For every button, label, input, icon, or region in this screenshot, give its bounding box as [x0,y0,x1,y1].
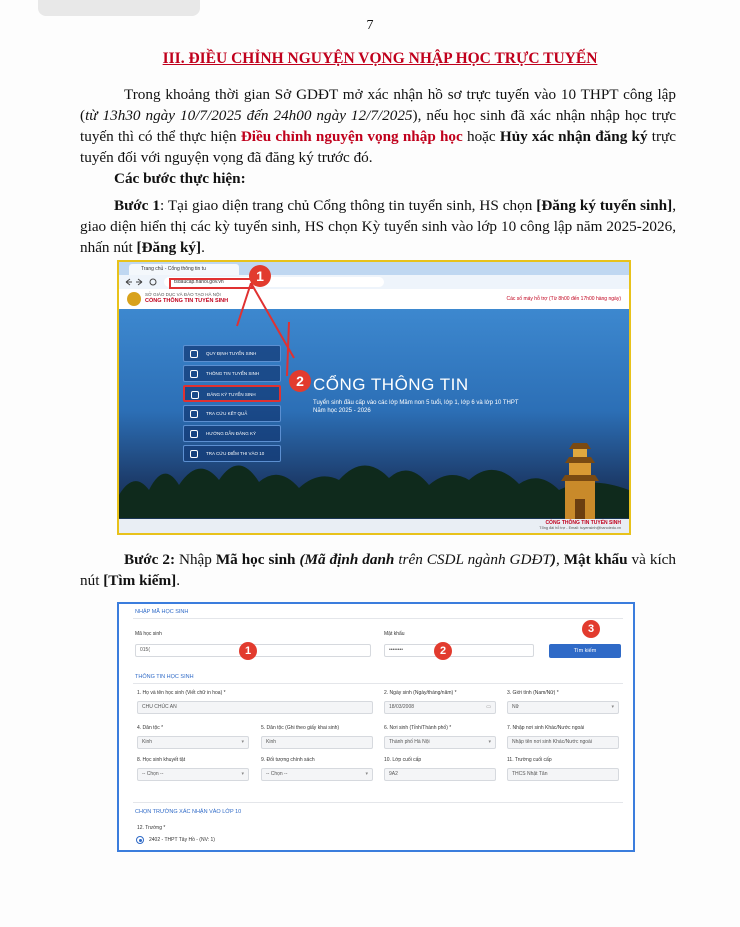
step1-register-label: [Đăng ký tuyển sinh] [536,197,673,214]
ethnicity-birth-field[interactable]: Kinh [261,736,373,749]
chevron-down-icon: ▾ [611,704,614,710]
ethnicity-select[interactable] [137,736,249,749]
step2-paren-close: ) [550,551,556,568]
hero-subtitle-2: Năm học 2025 - 2026 [313,408,371,414]
ethnicity-birth-label: 5. Dân tộc (Ghi theo giấy khai sinh) [261,725,340,731]
step-badge-2: 2 [434,642,452,660]
password-input[interactable]: •••••••• [384,644,534,657]
student-id-label: Mã học sinh [135,631,162,637]
dob-label: 2. Ngày sinh (Ngày/tháng/năm) * [384,690,457,696]
section-student-info: THÔNG TIN HỌC SINH [135,674,194,680]
birthplace-other-label: 7. Nhập nơi sinh Khác/Nước ngoài [507,725,585,731]
disability-label: 8. Học sinh khuyết tật [137,757,186,763]
intro-dates: từ 13h30 ngày 10/7/2025 đến 24h00 ngày 12/7/2025 [85,107,413,124]
section-title: III. ĐIỀU CHỈNH NGUYỆN VỌNG NHẬP HỌC TRỰC TUYẾN [162,50,598,67]
calendar-icon[interactable]: ▭ [486,704,491,710]
chevron-down-icon: ▾ [241,771,244,777]
step1-text-b: , giao diện hiển thị các kỳ tuyển sinh, HS chọn Kỳ tuyển sinh vào lớp 10 công lập năm 2025-2026, nhấn nút [80,197,676,256]
step2-text-e: . [176,572,180,589]
chevron-down-icon: ▾ [241,739,244,745]
divider [133,618,623,619]
menu-label: TRA CỨU KẾT QUẢ [206,411,248,416]
step-badge-2: 2 [289,370,311,392]
divider [133,802,623,803]
birthplace-value: Thành phố Hà Nội [389,739,430,745]
intro-text-3: hoặc [462,128,500,145]
school-label: 12. Trường * [137,825,166,831]
gender-label: 3. Giới tính (Nam/Nữ) * [507,690,559,696]
step1-label: Bước 1 [114,197,160,214]
intro-paragraph [80,84,676,168]
disability-select[interactable] [137,768,249,781]
final-school-field[interactable]: THCS Nhật Tân [507,768,619,781]
dob-value: 18/03/2008 [389,704,415,710]
menu-label: QUY ĐỊNH TUYỂN SINH [206,351,257,356]
divider [133,683,623,684]
page-number: 7 [366,18,374,33]
step2-password-label: Mật khẩu [563,551,628,568]
final-class-label: 10. Lớp cuối cấp [384,757,422,763]
hero-subtitle-1: Tuyển sinh đầu cấp vào các lớp Mầm non 5 tuổi, lớp 1, lớp 6 và lớp 10 THPT [313,400,519,406]
menu-label: THÔNG TIN TUYỂN SINH [206,371,260,376]
dob-field[interactable] [384,701,496,714]
ethnicity-value: Kinh [142,739,153,745]
policy-select[interactable] [261,768,373,781]
intro-cancel-label: Hủy xác nhận đăng ký [499,128,648,145]
school-option[interactable]: 2402 - THPT Tây Hồ - (NV: 1) [149,837,215,843]
step2-text-b: trên CSDL ngành GDĐT [394,551,551,568]
portal-screenshot [117,260,631,535]
footer-subtitle: Tổng đài hỗ trợ - Email: tuyensinh@hanoiedu.vn [539,526,621,530]
password-label: Mật khẩu [384,631,405,637]
full-name-field[interactable]: CHU CHÚC AN [137,701,373,714]
intro-text-1: Trong khoảng thời gian Sở GDĐT mở xác nhận hồ sơ trực tuyến vào 10 THPT công lập ( [80,86,676,124]
intro-text-2: ), nếu học sinh đã xác nhận nhập học trực tuyến thì có thể thực hiện [80,107,676,145]
browser-tab[interactable]: Trang chủ - Cổng thông tin tu [129,264,239,275]
final-school-label: 11. Trường cuối cấp [507,757,552,763]
step2-label: Bước 2: [124,551,176,568]
birthplace-other-input[interactable]: Nhập tên nơi sinh Khác/Nước ngoài [507,736,619,749]
ethnicity-label: 4. Dân tộc * [137,725,164,731]
intro-adjust-label: Điều chỉnh nguyện vọng nhập học [240,128,463,145]
step2-id-note: (Mã định danh [295,551,395,568]
section-choose-school: CHỌN TRƯỜNG XÁC NHẬN VÀO LỚP 10 [135,809,242,815]
step2-student-id-label: Mã học sinh [215,551,296,568]
hotline-text: Các số máy hỗ trợ (Từ 8h00 đến 17h00 hàng ngày) [506,296,621,302]
birthplace-select[interactable] [384,736,496,749]
step-badge-1: 1 [249,265,271,287]
search-button[interactable]: Tìm kiếm [549,644,621,658]
student-id-input[interactable]: 015( [135,644,371,657]
final-class-field[interactable]: 9A2 [384,768,496,781]
disability-value: -- Chọn -- [142,771,164,777]
step-badge-1: 1 [239,642,257,660]
gender-value: Nữ [512,704,519,710]
step1-paragraph [80,195,676,258]
step2-text-c: , [555,551,564,568]
full-name-label: 1. Họ và tên học sinh (Viết chữ in hoa) * [137,690,226,696]
step2-paragraph [80,549,676,591]
portal-name: CỔNG THÔNG TIN TUYỂN SINH [145,298,229,304]
chevron-down-icon: ▾ [365,771,368,777]
student-form-screenshot [117,602,635,852]
steps-heading: Các bước thực hiện: [114,170,246,187]
step1-button-label: [Đăng ký] [136,239,202,256]
step2-search-label: [Tìm kiếm] [103,572,177,589]
school-radio[interactable] [136,836,144,844]
policy-label: 9. Đối tượng chính sách [261,757,315,763]
step2-text-d: và kích nút [80,551,677,589]
footer-title: CỔNG THÔNG TIN TUYỂN SINH [545,520,621,526]
org-name: SỞ GIÁO DỤC VÀ ĐÀO TẠO HÀ NỘI [145,292,221,297]
hero-title: CỔNG THÔNG TIN [313,375,469,394]
policy-value: -- Chọn -- [266,771,288,777]
top-overlay [38,0,200,16]
intro-text-4: trực tuyến đối với nguyện vọng đã đăng ký trước đó. [80,128,677,166]
menu-label: HƯỚNG DẪN ĐĂNG KÝ [206,431,256,436]
chevron-down-icon: ▾ [488,739,491,745]
menu-label: ĐĂNG KÝ TUYỂN SINH [207,392,256,397]
url-input[interactable]: tsdaucap.hanoi.gov.vn [164,277,384,287]
annotation-arrows-icon [119,262,629,533]
step-badge-3: 3 [582,620,600,638]
step1-text-c: . [201,239,205,256]
gender-select[interactable] [507,701,619,714]
step1-text-a: : Tại giao diện trang chủ Cổng thông tin tuyển sinh, HS chọn [159,197,537,214]
birthplace-label: 6. Nơi sinh (Tỉnh/Thành phố) * [384,725,452,731]
step2-text-a: Nhập [175,551,216,568]
section-enter-id: NHẬP MÃ HỌC SINH [135,609,189,615]
menu-label: TRA CỨU ĐIỂM THI VÀO 10 [206,451,265,456]
